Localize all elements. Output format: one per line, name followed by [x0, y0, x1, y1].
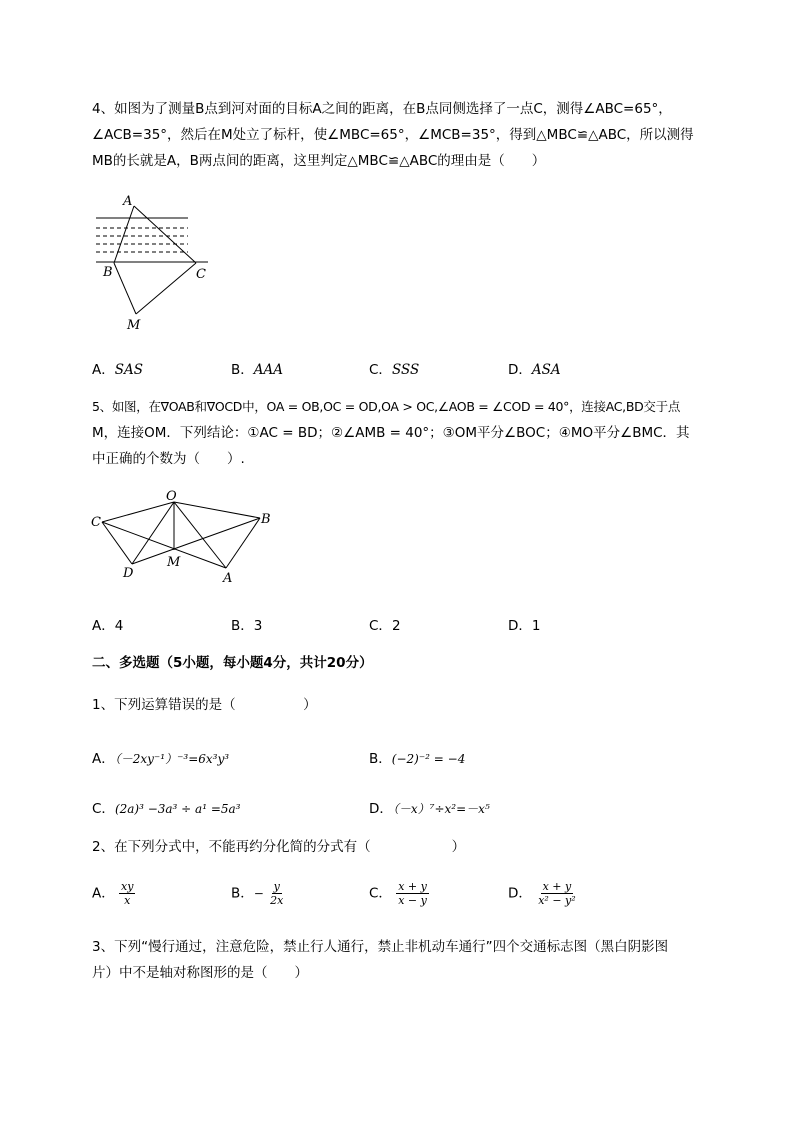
- section-2-title: 二、多选题（5小题，每小题4分，共计20分）: [92, 655, 373, 671]
- label-B: B: [103, 265, 113, 280]
- segment-AC: [134, 206, 196, 263]
- q4-option-a[interactable]: A．SAS: [92, 362, 143, 378]
- q5-line-3: 中正确的个数为（ ）.: [92, 451, 245, 467]
- m2-option-b[interactable]: B．− $\frac{y}{2x}$: [231, 880, 284, 907]
- q4-line-1: 4、如图为了测量B点到河对面的目标A之间的距离，在B点同侧选择了一点C，测得∠ABC=65°，: [92, 101, 672, 117]
- m3-line-1: 3、下列“慢行通过，注意危险，禁止行人通行，禁止非机动车通行”四个交通标志图（黑白阴影图: [92, 939, 669, 955]
- q4-option-c[interactable]: C．SSS: [369, 362, 420, 378]
- label-C: C: [91, 515, 101, 530]
- segment-AB: [114, 206, 134, 263]
- segment-CM: [136, 263, 196, 314]
- m1-option-a[interactable]: A．（－2xy⁻¹）⁻³=6x³y³: [92, 751, 230, 767]
- q4-line-2: ∠ACB=35°，然后在M处立了标杆，使∠MBC=65°，∠MCB=35°，得到△MBC≌△ABC，所以测得: [92, 127, 694, 143]
- label-C: C: [196, 267, 206, 282]
- label-B: B: [261, 512, 271, 527]
- label-O: O: [166, 489, 177, 504]
- m2-fraction-c: $\frac{x + y}{x - y}$: [398, 880, 427, 907]
- label-A: A: [223, 571, 233, 586]
- q5-option-b[interactable]: B．3: [231, 618, 263, 634]
- q5-line-1: 5、如图，在∇OAB和∇OCD中，OA = OB,OC = OD,OA > OC,∠AOB = ∠COD = 40°，连接AC,BD交于点: [92, 399, 681, 414]
- q4-option-d[interactable]: D．ASA: [508, 362, 561, 378]
- segment-BM: [114, 263, 136, 314]
- q4-option-b[interactable]: B．AAA: [231, 362, 284, 378]
- m1-stem: 1、下列运算错误的是（ ）: [92, 697, 317, 713]
- label-M: M: [127, 318, 141, 333]
- segment-AB: [226, 518, 260, 568]
- m1-option-b[interactable]: B．(−2)⁻² = −4: [369, 751, 466, 767]
- m1-option-d[interactable]: D．（－x）⁷÷x²=－x⁵: [369, 801, 490, 817]
- m2-fraction-a: $\frac{xy}{x}$: [121, 880, 134, 907]
- segment-OB: [174, 502, 260, 518]
- m2-stem: 2、在下列分式中，不能再约分化简的分式有（ ）: [92, 839, 466, 855]
- q5-option-d[interactable]: D．1: [508, 618, 541, 634]
- m2-option-d[interactable]: D． $\frac{x + y}{\text{x² − y²}}$: [508, 880, 576, 907]
- label-A: A: [123, 194, 133, 209]
- m2-option-a[interactable]: A． $\frac{xy}{x}$: [92, 880, 134, 907]
- segment-OC: [102, 502, 174, 522]
- m1-option-c[interactable]: C．(2a)³ −3a³ ÷ a¹ =5a³: [92, 801, 241, 817]
- q5-triangles-figure: [88, 488, 278, 588]
- label-D: D: [123, 566, 134, 581]
- q5-line-2: M，连接OM．下列结论：①AC = BD；②∠AMB = 40°；③OM平分∠BOC；④MO平分∠BMC．其: [92, 425, 690, 441]
- segment-CD: [102, 522, 132, 564]
- q4-line-3: MB的长就是A，B两点间的距离，这里判定△MBC≌△ABC的理由是（ ）: [92, 153, 546, 169]
- q5-option-a[interactable]: A．4: [92, 618, 124, 634]
- m2-fraction-b: $\frac{y}{2x}$: [270, 880, 284, 907]
- q5-option-c[interactable]: C．2: [369, 618, 401, 634]
- m3-line-2: 片）中不是轴对称图形的是（ ）: [92, 965, 308, 981]
- m2-option-c[interactable]: C． $\frac{x + y}{x - y}$: [369, 880, 427, 907]
- m2-fraction-d: $\frac{x + y}{\text{x² − y²}}$: [538, 880, 576, 907]
- label-M: M: [167, 555, 181, 570]
- q4-river-figure: [92, 192, 222, 337]
